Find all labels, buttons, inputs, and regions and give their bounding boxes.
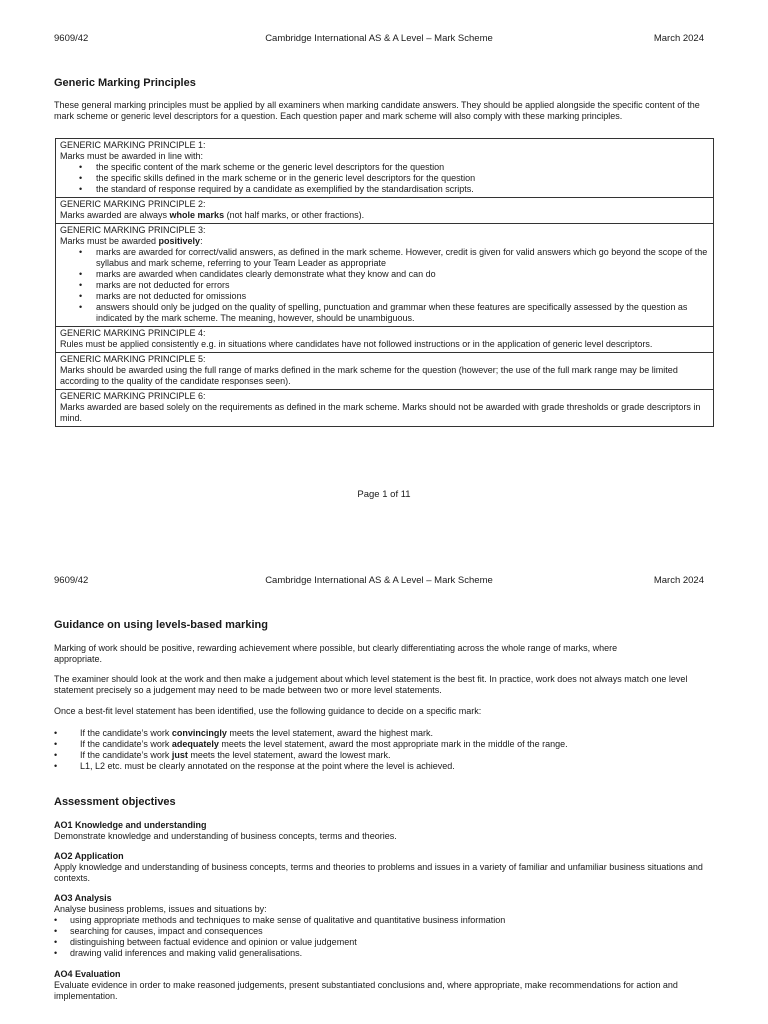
list-item: • marks are not deducted for omissions [96,291,709,302]
list-item [80,739,740,750]
text-segment: meets the level statement, award the lowest mark. [187,750,391,760]
page2-header [54,575,704,587]
emphasis: convincingly [171,728,227,738]
ao1-title: AO1 Knowledge and understanding [54,820,207,830]
principle-1-text: Marks must be awarded in line with: [60,151,204,161]
principle-3-list [60,247,709,324]
text-segment: Marks must be awarded [60,236,159,246]
ao2-title: AO2 Application [54,851,124,861]
paper-code: 9609/42 [54,575,89,586]
ao4-block [54,969,714,1002]
principle-1-title: GENERIC MARKING PRINCIPLE 1: [60,140,206,150]
principle-6-text: Marks awarded are based solely on the requirements as defined in the mark scheme. Marks should not be awarded with grade thresholds or grade descriptors in mind. [60,402,701,423]
principle-3-title: GENERIC MARKING PRINCIPLE 3: [60,225,206,235]
principle-1-row [56,139,714,198]
emphasis: whole marks [169,210,225,220]
list-item: • using appropriate methods and techniques to make sense of qualitative and quantitative business information [70,915,730,926]
ao1-block [54,820,714,842]
list-item: • marks are awarded when candidates clearly demonstrate what they know and can do [96,269,709,280]
principle-5-title: GENERIC MARKING PRINCIPLE 5: [60,354,206,364]
ao3-block [54,893,714,915]
list-item [80,761,740,772]
section-heading-assessment-objectives: Assessment objectives [54,796,176,808]
principle-5-row [56,353,714,390]
ao3-list [54,915,730,959]
list-item: • marks are awarded for correct/valid answers, as defined in the mark scheme. However, credit is given for valid answers which go beyond the scope of the syllabus and mark scheme, referring to your Team Leader as appropriate [96,247,709,269]
ao2-text: Apply knowledge and understanding of business concepts, terms and theories to problems and issues in a variety of familiar and unfamiliar business situations and contexts. [54,862,703,883]
principle-3-row [56,224,714,327]
text-segment: If the candidate’s work [80,728,172,738]
list-item: • the standard of response required by a candidate as exemplified by the standardisation scripts. [96,184,709,195]
marking-principles-table [55,138,714,427]
text-segment: L1, L2 etc. must be clearly annotated on the response at the point where the level is achieved. [80,761,455,771]
principle-4-row [56,327,714,353]
levels-para-1: Marking of work should be positive, rewarding achievement where possible, but clearly differentiating across the whole range of marks, where appropriate. [54,643,618,664]
ao1-text: Demonstrate knowledge and understanding of business concepts, terms and theories. [54,831,397,841]
text-segment: meets the level statement, award the most appropriate mark in the middle of the range. [218,739,568,749]
text-segment: If the candidate’s work [80,750,172,760]
principle-2-row [56,198,714,224]
section-heading-generic-marking-principles: Generic Marking Principles [54,77,196,89]
header-title: Cambridge International AS & A Level – Mark Scheme [265,33,493,44]
header-date: March 2024 [653,575,704,586]
principle-4-text: Rules must be applied consistently e.g. in situations where candidates have not followed instructions or in the application of generic level descriptors. [60,339,653,349]
principle-6-title: GENERIC MARKING PRINCIPLE 6: [60,391,206,401]
emphasis: positively [158,236,201,246]
levels-para-2: The examiner should look at the work and then make a judgement about which level statement is the best fit. In practice, work does not always match one level statement precisely so a judgement may need to be made between two or more level statements. [54,674,688,695]
principle-3-text [60,236,709,247]
page-number: Page 1 of 11 [357,489,411,500]
list-item: • marks are not deducted for errors [96,280,709,291]
principle-2-title: GENERIC MARKING PRINCIPLE 2: [60,199,206,209]
principle-4-title: GENERIC MARKING PRINCIPLE 4: [60,328,206,338]
text-segment: meets the level statement, award the highest mark. [226,728,434,738]
header-date: March 2024 [653,33,704,44]
page1-header [54,33,704,45]
principle-5-text: Marks should be awarded using the full range of marks defined in the mark scheme for the question (however; the use of the full mark range may be limited according to the quality of the candidate responses seen). [60,365,678,386]
text-segment: Marks awarded are always [60,210,170,220]
intro-paragraph: These general marking principles must be applied by all examiners when marking candidate answers. They should be applied alongside the specific content of the mark scheme or generic level descriptors for a question. Each question paper and mark scheme will also comply with these marking principles. [54,100,700,121]
list-item [80,728,740,739]
list-item: • the specific content of the mark scheme or the generic level descriptors for the question [96,162,709,173]
paper-code: 9609/42 [54,33,89,44]
principle-1-list [60,162,709,195]
text-segment: (not half marks, or other fractions). [224,210,365,220]
list-item: • searching for causes, impact and consequences [70,926,730,937]
text-segment: : [200,236,203,246]
section-heading-levels-based-marking: Guidance on using levels-based marking [54,619,268,631]
principle-6-row [56,390,714,427]
list-item: • the specific skills defined in the mark scheme or in the generic level descriptors for the question [96,173,709,184]
list-item [80,750,740,761]
principle-2-text [60,210,709,221]
ao3-text: Analyse business problems, issues and situations by: [54,904,267,914]
ao3-title: AO3 Analysis [54,893,112,903]
emphasis: adequately [171,739,219,749]
list-item: • drawing valid inferences and making valid generalisations. [70,948,730,959]
emphasis: just [171,750,188,760]
ao2-block [54,851,714,884]
list-item: • answers should only be judged on the quality of spelling, punctuation and grammar when these features are specifically assessed by the question as indicated by the mark scheme. The meaning, however, should be unambiguous. [96,302,709,324]
text-segment: If the candidate’s work [80,739,172,749]
header-title: Cambridge International AS & A Level – Mark Scheme [265,575,493,586]
levels-para-3: Once a best-fit level statement has been identified, use the following guidance to decide on a specific mark: [54,706,482,716]
list-item: • distinguishing between factual evidence and opinion or value judgement [70,937,730,948]
guidance-list [54,728,740,772]
ao4-title: AO4 Evaluation [54,969,121,979]
ao4-text: Evaluate evidence in order to make reasoned judgements, present substantiated conclusions and, where appropriate, make recommendations for action and implementation. [54,980,678,1001]
